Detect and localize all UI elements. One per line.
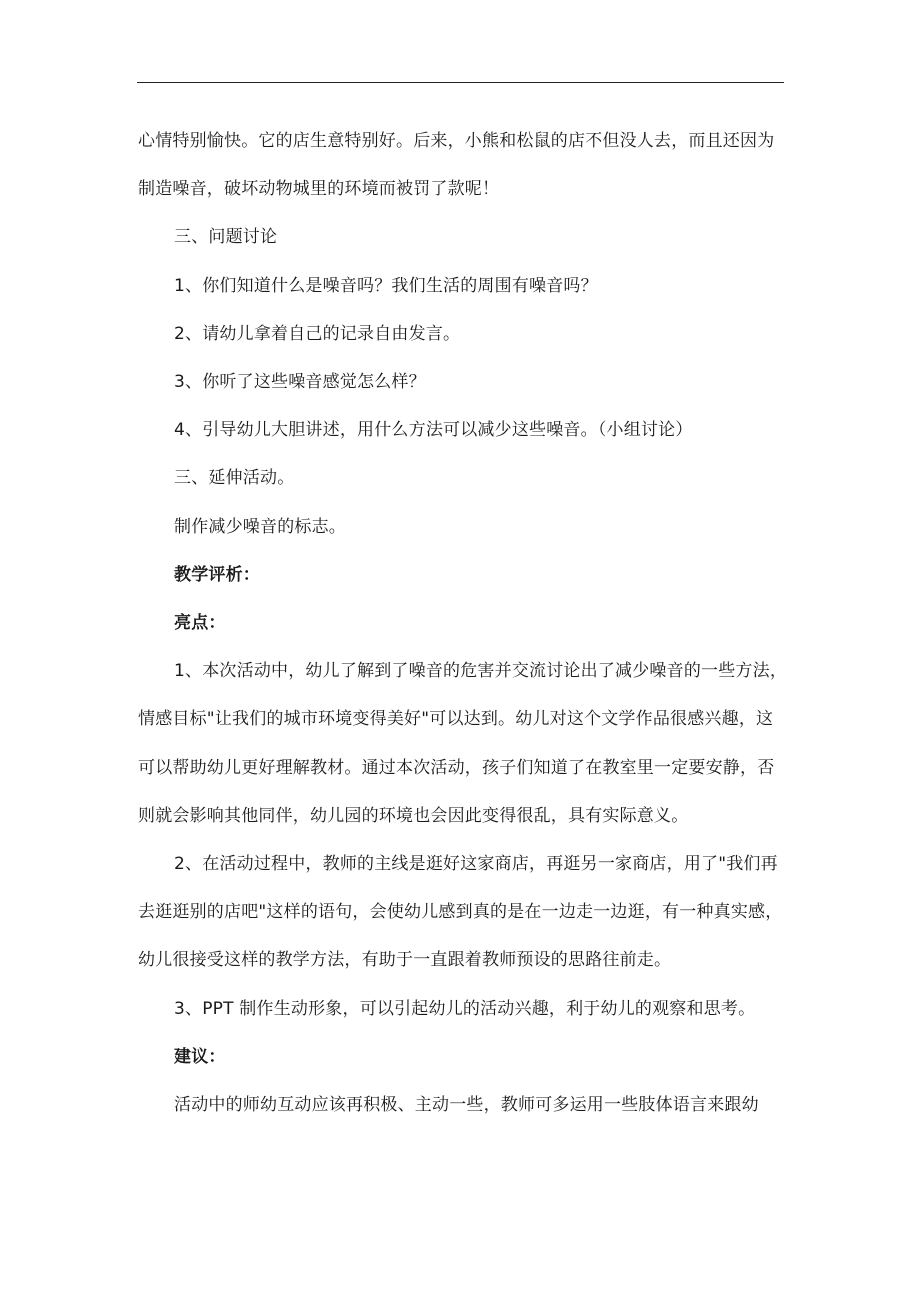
list-item: 2、请幼儿拿着自己的记录自由发言。 xyxy=(174,323,461,344)
section-heading-extension: 三、延伸活动。 xyxy=(174,468,295,489)
highlight-item: 3、PPT 制作生动形象，可以引起幼儿的活动兴趣，利于幼儿的观察和思考。 xyxy=(174,998,756,1019)
highlight-item: 1、本次活动中，幼儿了解到了噪音的危害并交流讨论出了减少噪音的一些方法，情感目标"让我们的城市环境变得美好"可以达到。幼儿对这个文学作品很感兴趣，这可以帮助幼儿更好理解教材。通过本次活动，孩子们知道了在教室里一定要安静，否则就会影响其他同伴，幼儿园的环境也会因此变得很乱，具有实际意义。 xyxy=(138,661,788,826)
document-body xyxy=(138,117,788,1129)
list-item: 3、你听了这些噪音感觉怎么样？ xyxy=(174,372,426,393)
highlight-item: 2、在活动过程中，教师的主线是逛好这家商店，再逛另一家商店，用了"我们再去逛逛别的店吧"这样的语句，会使幼儿感到真的是在一边走一边逛，有一种真实感，幼儿很接受这样的教学方法，有助于一直跟着教师预设的思路往前走。 xyxy=(138,854,783,971)
paragraph: 制作减少噪音的标志。 xyxy=(174,516,346,537)
heading-highlights: 亮点： xyxy=(174,613,226,634)
heading-suggestions: 建议： xyxy=(174,1046,226,1067)
section-heading-discussion: 三、问题讨论 xyxy=(174,227,278,248)
list-item: 1、你们知道什么是噪音吗？我们生活的周围有噪音吗？ xyxy=(174,275,598,296)
list-item: 4、引导幼儿大胆讲述，用什么方法可以减少这些噪音。（小组讨论） xyxy=(174,420,693,441)
heading-teaching-analysis: 教学评析： xyxy=(174,564,260,585)
suggestion-paragraph: 活动中的师幼互动应该再积极、主动一些，教师可多运用一些肢体语言来跟幼 xyxy=(174,1095,759,1116)
paragraph-1: 心情特别愉快。它的店生意特别好。后来，小熊和松鼠的店不但没人去，而且还因为制造噪音，破坏动物城里的环境而被罚了款呢！ xyxy=(138,131,775,200)
header-rule xyxy=(137,82,784,83)
